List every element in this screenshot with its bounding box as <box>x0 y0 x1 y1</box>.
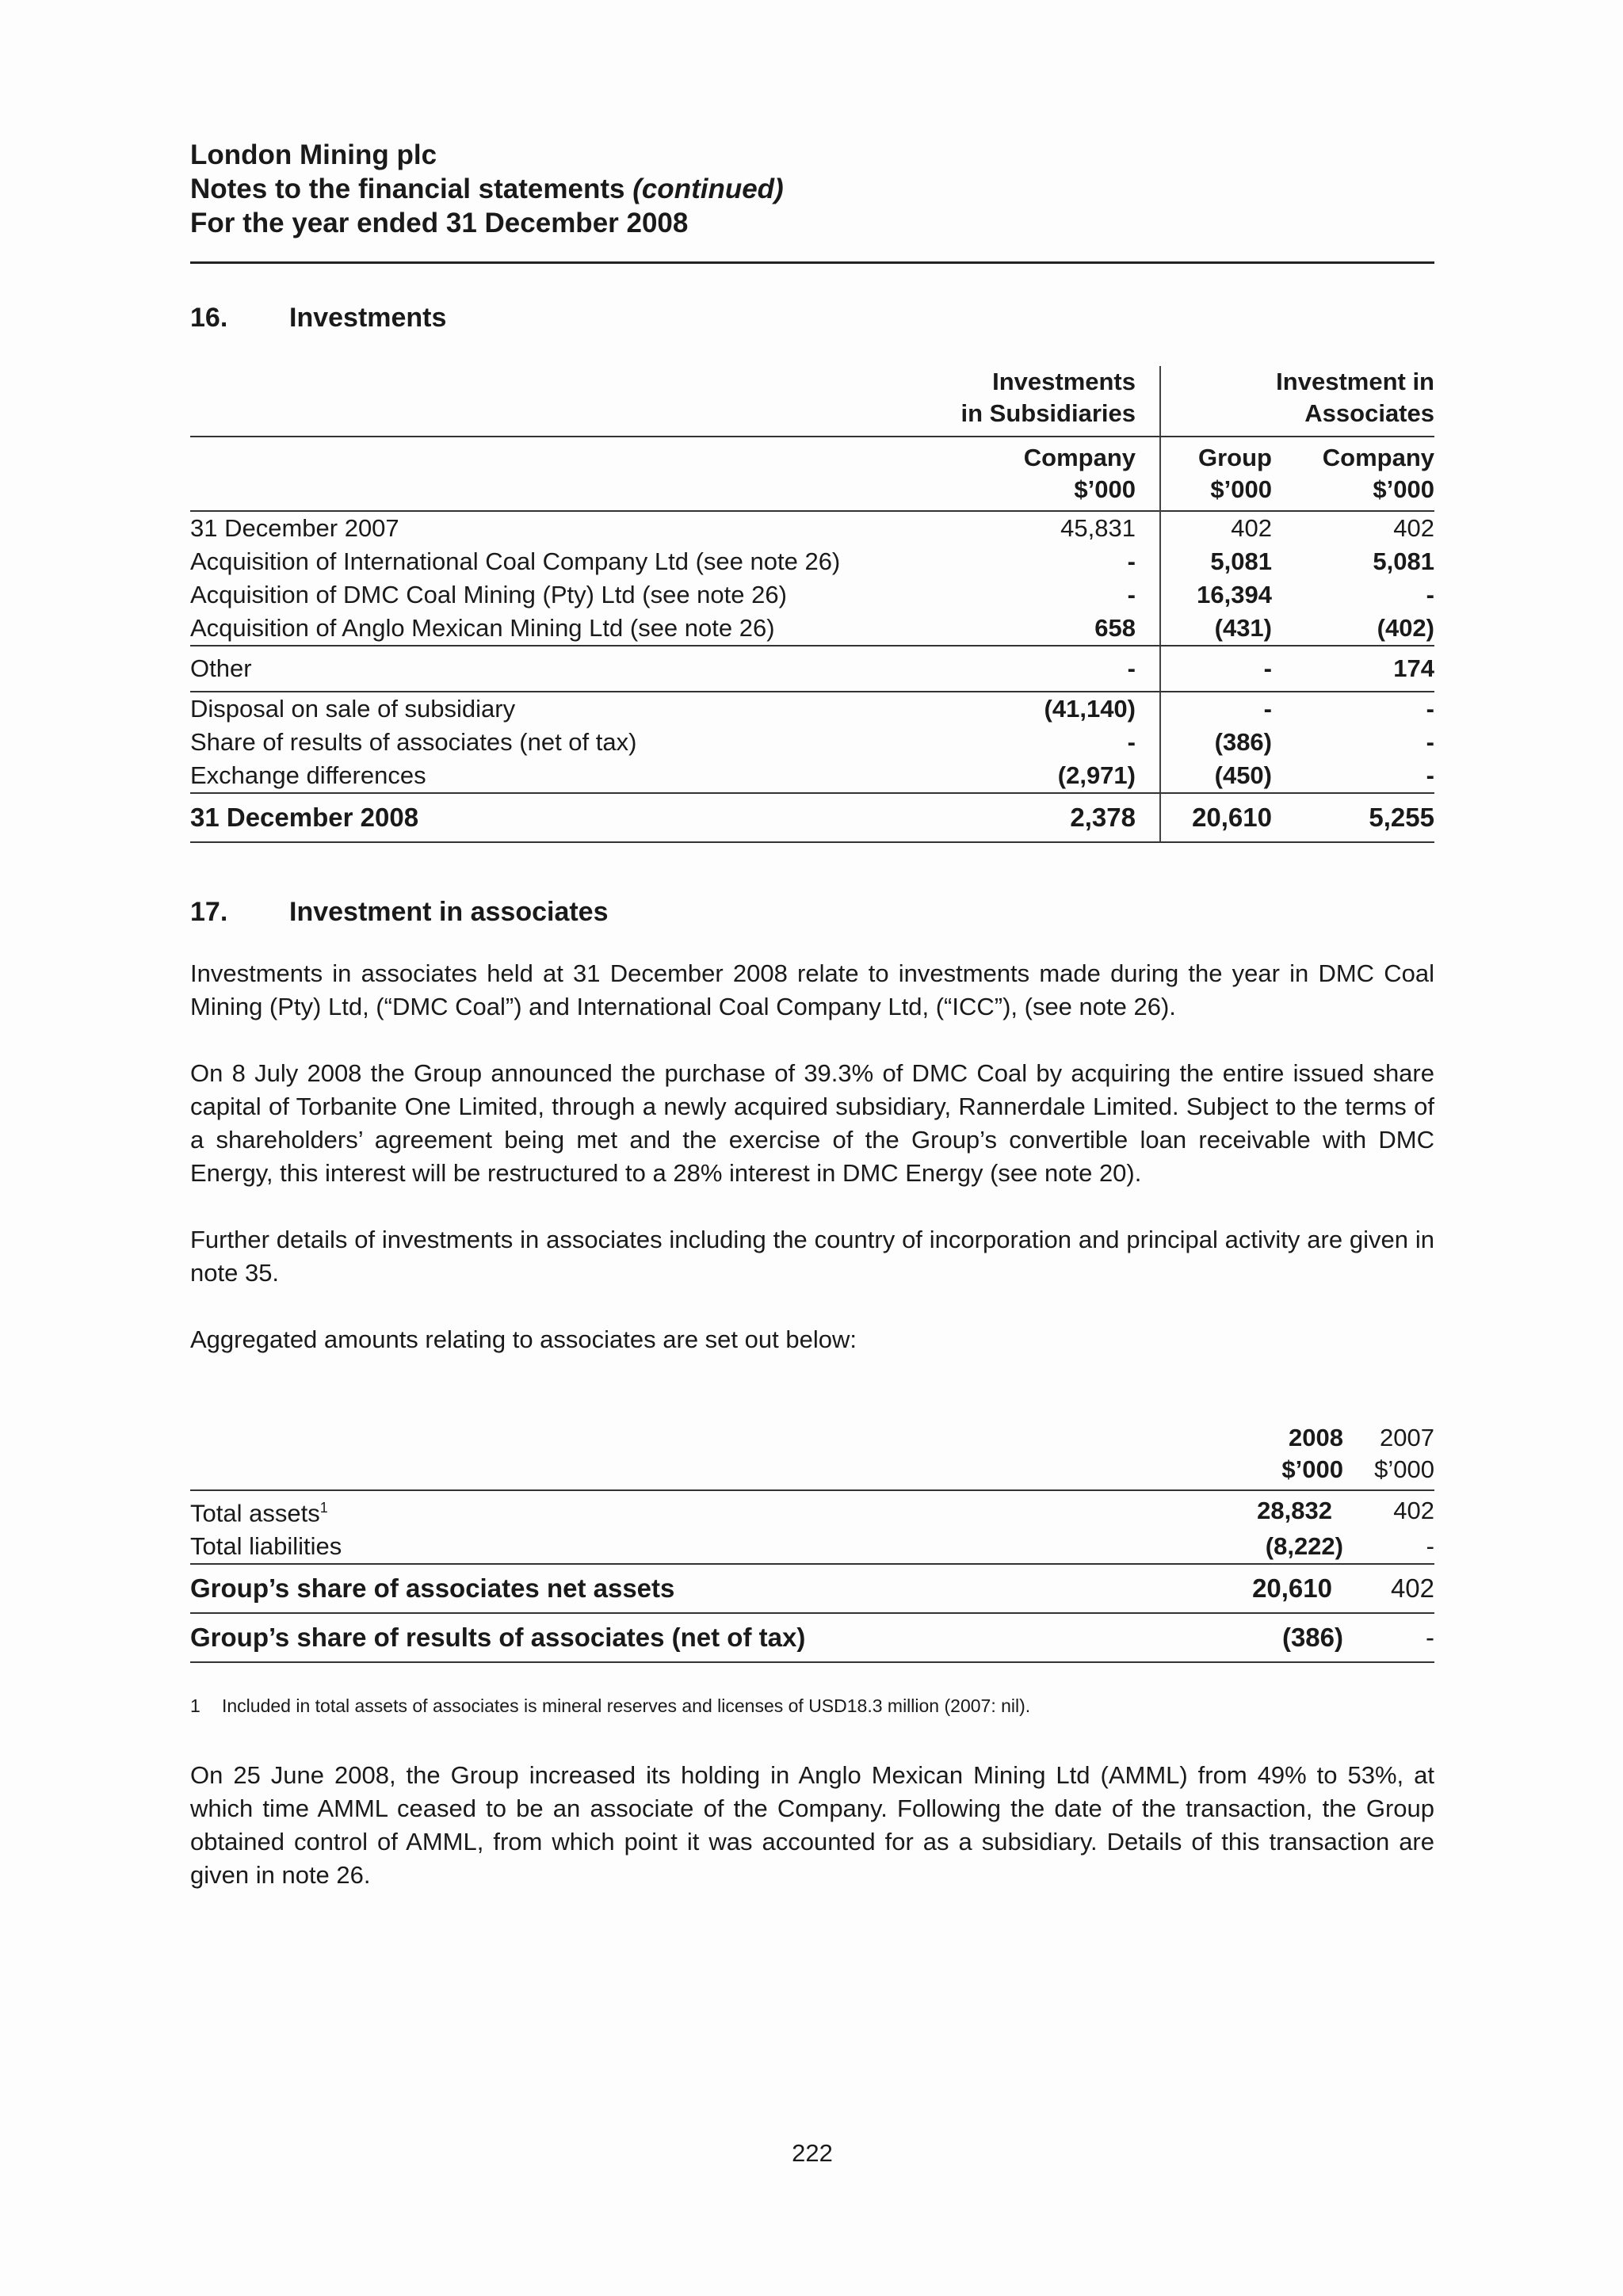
closing-paragraph-wrap <box>190 1759 1434 1925</box>
header-divider <box>190 261 1434 264</box>
footnote-text: Included in total assets of associates is mineral reserves and licenses of USD18.3 million (2007: nil). <box>222 1695 1031 1716</box>
table-row: Acquisition of International Coal Company Ltd (see note 26) - 5,081 5,081 <box>190 545 1434 578</box>
document-subtitle <box>190 172 1434 206</box>
col-header-2008: 2008 $’000 <box>1281 1424 1343 1483</box>
footnote <box>190 1695 1434 1717</box>
note-title: Investments <box>289 303 447 333</box>
footnote-ref: 1 <box>319 1500 328 1516</box>
note-number: 16. <box>190 303 228 333</box>
total-row: Group’s share of associates net assets 20,610 402 <box>190 1564 1434 1613</box>
period-label: For the year ended 31 December 2008 <box>190 208 689 238</box>
table-row: Exchange differences (2,971) (450) - <box>190 759 1434 793</box>
note17-heading <box>190 897 1434 928</box>
col-header-company-assoc: Company $’000 <box>1322 444 1434 503</box>
paragraph: Further details of investments in associates including the country of incorporation and principal activity are given in note 35. <box>190 1226 1434 1287</box>
table-row: 31 December 2007 45,831 402 402 <box>190 511 1434 545</box>
associates-header: Investment in Associates <box>1160 366 1434 437</box>
col-header-group: Group $’000 <box>1198 444 1272 503</box>
subtitle-text: Notes to the financial statements <box>190 174 625 204</box>
associates-table <box>190 1418 1434 1663</box>
table-row: Total assets$^1$ 28,832 402 <box>190 1490 1434 1530</box>
table-row: Other - - 174 <box>190 646 1434 692</box>
note17-body <box>190 957 1434 1390</box>
note-title: Investment in associates <box>289 897 609 927</box>
continued-label: (continued) <box>632 174 784 204</box>
table-row: Disposal on sale of subsidiary (41,140) - - <box>190 692 1434 726</box>
paragraph: Investments in associates held at 31 December 2008 relate to investments made during the year in DMC Coal Mining (Pty) Ltd, (“DMC Coal”) and International Coal Company Ltd, (“ICC”), (see note 26). <box>190 959 1434 1020</box>
note-number: 17. <box>190 897 228 927</box>
paragraph: On 25 June 2008, the Group increased its holding in Anglo Mexican Mining Ltd (AMML) from 49% to 53%, at which time AMML ceased to be an associate of the Company. Following the date of the transaction, the Group obtained control of AMML, from which point it was accounted for as a subsidiary. Details of this transaction are given in note 26. <box>190 1761 1434 1889</box>
total-row: Group’s share of results of associates (net of tax) (386) - <box>190 1613 1434 1662</box>
col-header-company: Company $’000 <box>906 437 1160 511</box>
page-header <box>190 138 1434 240</box>
table-row: Share of results of associates (net of tax) - (386) - <box>190 726 1434 759</box>
subsidiaries-header: Investments in Subsidiaries <box>906 366 1160 437</box>
paragraph: Aggregated amounts relating to associates are set out below: <box>190 1325 857 1353</box>
total-row: 31 December 2008 2,378 20,610 5,255 <box>190 793 1434 842</box>
page-number: 222 <box>792 2139 833 2167</box>
company-name: London Mining plc <box>190 139 437 170</box>
col-header-2007: 2007 $’000 <box>1374 1424 1434 1483</box>
note16-heading <box>190 303 1434 334</box>
footnote-mark: 1 <box>190 1695 200 1716</box>
paragraph: On 8 July 2008 the Group announced the purchase of 39.3% of DMC Coal by acquiring the entire issued share capital of Torbanite One Limited, through a newly acquired subsidiary, Rannerdale Limited. Subject to the terms of a shareholders’ agreement being met and the exercise of the Group’s convertible loan receivable with DMC Energy, this interest will be restructured to a 28% interest in DMC Energy (see note 20). <box>190 1059 1434 1187</box>
investments-table <box>190 366 1434 843</box>
table-row: Acquisition of Anglo Mexican Mining Ltd (see note 26) 658 (431) (402) <box>190 612 1434 646</box>
table-row: Total liabilities (8,222) - <box>190 1530 1434 1564</box>
table-row: Acquisition of DMC Coal Mining (Pty) Ltd (see note 26) - 16,394 - <box>190 578 1434 612</box>
